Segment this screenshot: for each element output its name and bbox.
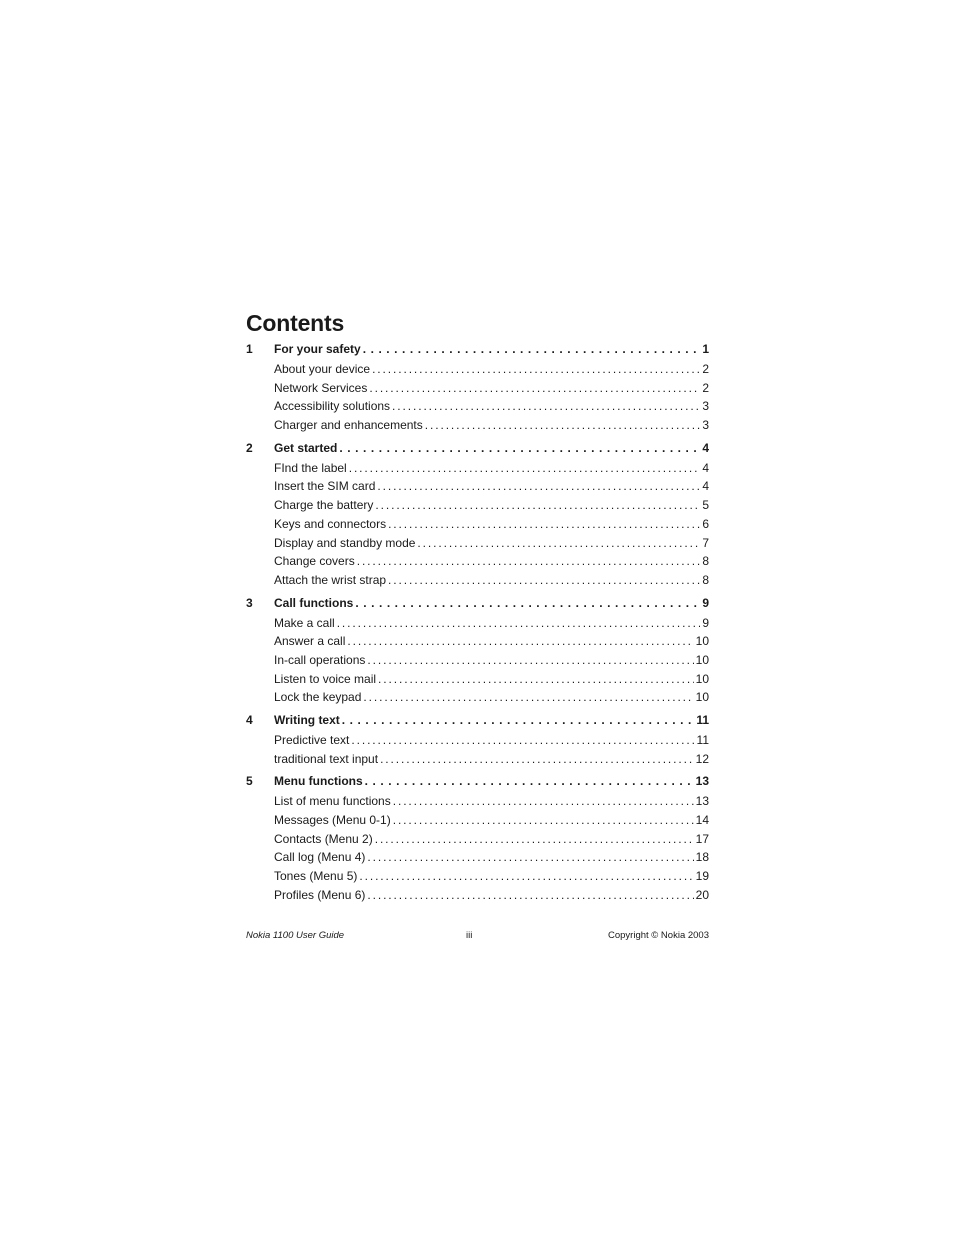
entry-page-number: 19	[695, 869, 709, 884]
page-title: Contents	[246, 310, 345, 336]
dot-leader	[337, 616, 701, 630]
toc-entry[interactable]	[246, 554, 709, 573]
toc-entry[interactable]	[246, 536, 709, 555]
footer-guide-title: Nokia 1100 User Guide	[246, 930, 345, 941]
toc-entry[interactable]	[246, 733, 709, 752]
entry-title: Tones (Menu 5)	[274, 869, 358, 884]
dot-leader	[363, 342, 701, 356]
toc-chapter	[246, 596, 709, 709]
dot-leader	[355, 596, 700, 610]
entry-page-number: 9	[702, 615, 709, 630]
chapter-title: Get started	[274, 440, 338, 455]
entry-title: Lock the keypad	[274, 690, 362, 705]
dot-leader	[425, 418, 701, 432]
entry-page-number: 2	[702, 362, 709, 376]
entry-title: In-call operations	[274, 652, 366, 667]
toc-entry[interactable]	[246, 634, 709, 653]
entry-page-number: 3	[702, 399, 709, 414]
entry-title: About your device	[274, 362, 371, 376]
entry-title: Make a call	[274, 615, 335, 630]
dot-leader	[359, 869, 693, 883]
dot-leader	[339, 441, 700, 455]
footer-copyright: Copyright © Nokia 2003	[608, 930, 709, 941]
toc-entry[interactable]	[246, 813, 709, 832]
dot-leader	[342, 713, 695, 727]
dot-leader	[375, 498, 700, 512]
entry-page-number: 6	[702, 516, 709, 531]
chapter-number: 2	[246, 440, 253, 455]
entry-title: Answer a call	[274, 634, 346, 649]
toc-entry[interactable]	[246, 498, 709, 517]
dot-leader	[367, 653, 693, 667]
contents-page	[246, 310, 709, 911]
chapter-page-number: 4	[702, 440, 709, 455]
dot-leader	[367, 850, 693, 864]
entry-title: Accessibility solutions	[274, 399, 391, 414]
entry-title: FInd the label	[274, 460, 347, 475]
toc-entry[interactable]	[246, 690, 709, 709]
dot-leader	[388, 517, 700, 531]
dot-leader	[369, 381, 700, 395]
dot-leader	[347, 634, 693, 648]
entry-title: Display and standby mode	[274, 535, 416, 550]
dot-leader	[393, 813, 694, 827]
toc-entry[interactable]	[246, 888, 709, 907]
entry-page-number: 8	[702, 554, 709, 569]
toc-entry[interactable]	[246, 461, 709, 480]
entry-title: Messages (Menu 0-1)	[274, 813, 391, 828]
dot-leader	[349, 461, 701, 475]
chapter-number: 4	[246, 713, 253, 727]
dot-leader	[372, 362, 700, 376]
toc-entry[interactable]	[246, 869, 709, 888]
entry-page-number: 10	[695, 671, 709, 686]
entry-page-number: 10	[695, 690, 709, 705]
chapter-page-number: 1	[702, 342, 709, 356]
entry-page-number: 7	[702, 535, 709, 550]
chapter-title: Writing text	[274, 713, 340, 727]
entry-title: Network Services	[274, 380, 368, 395]
entry-title: Listen to voice mail	[274, 671, 377, 686]
dot-leader	[388, 573, 700, 587]
dot-leader	[393, 794, 694, 808]
toc-entry[interactable]	[246, 752, 709, 771]
toc-entry[interactable]	[246, 850, 709, 869]
dot-leader	[378, 672, 694, 686]
dot-leader	[377, 479, 700, 493]
toc-chapter-heading[interactable]	[246, 596, 709, 616]
entry-title: Call log (Menu 4)	[274, 850, 366, 865]
entry-title: Predictive text	[274, 733, 350, 747]
toc-entry[interactable]	[246, 653, 709, 672]
toc-chapter-heading[interactable]	[246, 441, 709, 461]
entry-title: Profiles (Menu 6)	[274, 887, 366, 902]
toc-chapter-heading[interactable]	[246, 774, 709, 794]
entry-page-number: 4	[702, 460, 709, 475]
toc-entry[interactable]	[246, 418, 709, 437]
dot-leader	[380, 752, 694, 766]
dot-leader	[357, 554, 701, 568]
toc-chapter	[246, 774, 709, 906]
entry-page-number: 13	[695, 794, 709, 809]
toc-chapter	[246, 342, 709, 437]
entry-page-number: 4	[702, 479, 709, 494]
entry-page-number: 14	[695, 813, 709, 828]
chapter-page-number: 9	[702, 595, 709, 610]
entry-page-number: 2	[702, 380, 709, 395]
entry-title: Change covers	[274, 554, 355, 569]
entry-page-number: 3	[702, 418, 709, 433]
toc-entry[interactable]	[246, 832, 709, 851]
chapter-number: 1	[246, 342, 253, 356]
chapter-page-number: 13	[695, 774, 709, 789]
dot-leader	[367, 888, 693, 902]
page-footer	[246, 930, 709, 944]
dot-leader	[375, 832, 694, 846]
toc-entry[interactable]	[246, 794, 709, 813]
toc-entry[interactable]	[246, 399, 709, 418]
entry-title: traditional text input	[274, 751, 379, 766]
entry-page-number: 12	[695, 751, 709, 766]
table-of-contents	[246, 342, 709, 907]
toc-chapter	[246, 441, 709, 592]
entry-title: Insert the SIM card	[274, 479, 376, 494]
entry-title: Charger and enhancements	[274, 418, 423, 433]
dot-leader	[363, 690, 693, 704]
entry-page-number: 10	[695, 652, 709, 667]
chapter-number: 3	[246, 595, 253, 610]
entry-page-number: 5	[702, 498, 709, 513]
toc-entry[interactable]	[246, 479, 709, 498]
chapter-page-number: 11	[696, 713, 709, 727]
entry-title: Contacts (Menu 2)	[274, 831, 373, 846]
toc-entry[interactable]	[246, 362, 709, 381]
entry-page-number: 17	[695, 831, 709, 846]
entry-page-number: 11	[696, 733, 709, 747]
entry-title: List of menu functions	[274, 794, 391, 809]
footer-page-number: iii	[466, 930, 473, 941]
chapter-title: Call functions	[274, 595, 354, 610]
dot-leader	[392, 399, 700, 413]
toc-entry[interactable]	[246, 616, 709, 635]
dot-leader	[417, 536, 700, 550]
entry-title: Keys and connectors	[274, 516, 387, 531]
chapter-title: Menu functions	[274, 774, 363, 789]
toc-chapter-heading[interactable]	[246, 342, 709, 362]
dot-leader	[365, 774, 694, 788]
entry-page-number: 8	[702, 572, 709, 587]
toc-entry[interactable]	[246, 381, 709, 400]
entry-page-number: 18	[695, 850, 709, 865]
dot-leader	[351, 733, 694, 747]
toc-chapter-heading[interactable]	[246, 713, 709, 733]
toc-entry[interactable]	[246, 672, 709, 691]
toc-entry[interactable]	[246, 573, 709, 592]
entry-page-number: 20	[695, 887, 709, 902]
entry-title: Attach the wrist strap	[274, 572, 387, 587]
chapter-title: For your safety	[274, 342, 361, 356]
toc-chapter	[246, 713, 709, 770]
chapter-number: 5	[246, 774, 253, 789]
entry-page-number: 10	[695, 634, 709, 649]
toc-entry[interactable]	[246, 517, 709, 536]
entry-title: Charge the battery	[274, 498, 374, 513]
